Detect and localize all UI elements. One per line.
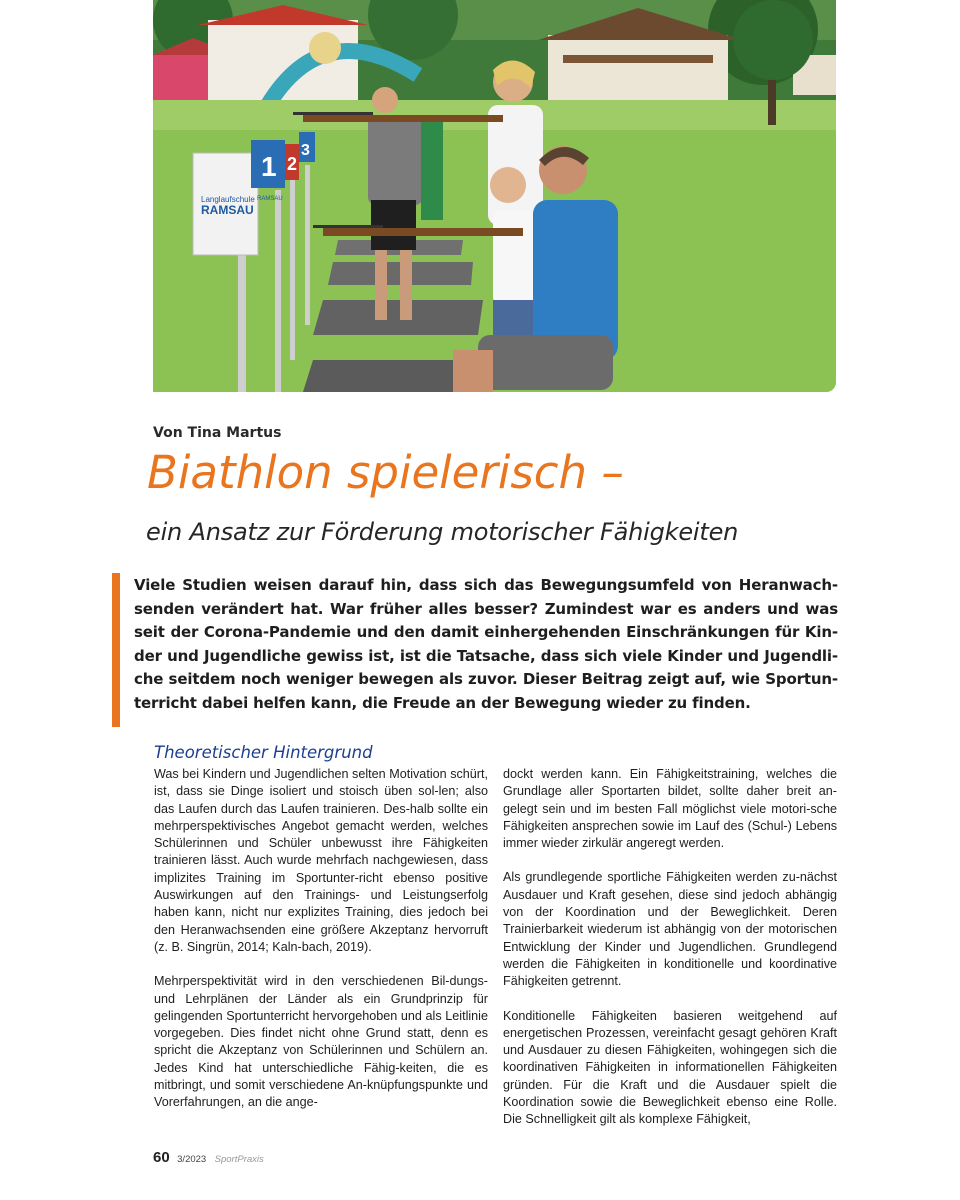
article-subtitle: ein Ansatz zur Förderung motorischer Fähigkeiten [146,518,739,546]
body-paragraph: dockt werden kann. Ein Fähigkeitstraining, welches die Grundlage aller Sportarten bildet, sollte daher breit an-gelegt sein und im besten Fall möglichst viele motori-sche Fähigkeiten ansprechen sowie im Lauf des (Schul-) Lebens immer wieder zirkulär angeregt werden. [503,767,837,851]
body-paragraph: Konditionelle Fähigkeiten basieren weitgehend auf energetischen Prozessen, vereinfacht gesagt gehören Kraft und Ausdauer zu diesen Fähigkeiten, wohingegen sich die koordinativen Fähigkeiten in informationellen Fähigkeiten gründen. Für die Kraft und die Ausdauer spielt die Koordination sowie die Beweglichkeit ebenso eine Rolle. Die Schnelligkeit gilt als komplexe Fähigkeit, [503,1008,837,1127]
lead-paragraph: Viele Studien weisen darauf hin, dass sich das Bewegungsumfeld von Heranwach-senden verändert hat. War früher alles besser? Zumindest war es anders und was seit der Corona-Pandemie und den damit einhergehenden Einschränkungen für Kin-der und Jugendliche gewiss ist, ist die Tatsache, dass sich viele Kinder und Jugendli-che seitdem noch weniger bewegen als zuvor. Dieser Beitrag zeigt auf, wie Sportun-terricht dabei helfen kann, die Freude an der Bewegung wieder zu finden. [134,576,838,712]
sign-text-2: RAMSAU [201,203,254,217]
sign-small: RAMSAU [257,196,283,202]
body-paragraph: Was bei Kindern und Jugendlichen selten Motivation schürt, ist, dass sie Dinge isoliert und stoisch üben sol-len; also das Laufen durch das Laufen trainieren. Des-halb sollte ein mehrperspektivisches Angebot gemacht werden, welches Schülerinnen und Schüler unbewusst ihre Fähigkeiten trainieren lässt. Auch wurde mehrfach nachgewiesen, dass implizites Training im Sportunter-richt ebenso positive Auswirkungen auf den Trainings- und Leistungserfolg haben kann, nicht nur explizites Training, dies jedoch bei den Heranwachsenden eine größere Akzeptanz hervorruft (z. B. Singrün, 2014; Kaln-bach, 2019). [154,767,488,954]
issue-number: 3/2023 [177,1154,207,1165]
body-column-right [503,766,837,1146]
article-title: Biathlon spielerisch – [147,446,624,499]
page-number: 60 [153,1149,170,1166]
page-footer [153,1149,264,1167]
article-photo [153,0,836,392]
sign-text-1: Langlaufschule [201,195,255,204]
biathlon-scene-illustration [153,0,836,392]
magazine-name: SportPraxis [214,1154,264,1165]
section-heading: Theoretischer Hintergrund [154,743,373,762]
lane-number-1: 1 [261,151,277,182]
lane-number-3: 3 [301,142,310,159]
author-byline: Von Tina Martus [153,425,282,441]
body-paragraph: Als grundlegende sportliche Fähigkeiten werden zu-nächst Ausdauer und Kraft gesehen, diese sind jedoch abhängig von der Koordination und der Beweglichkeit. Deren Trainierbarkeit wiederum ist abhängig von der motorischen Entwicklung der Kinder und Jugendlichen. Grundlegend werden die Fähigkeiten in konditionelle und koordinative Fähigkeiten getrennt. [503,870,837,989]
body-column-left [154,766,488,1129]
lane-number-2: 2 [287,154,298,174]
body-paragraph: Mehrperspektivität wird in den verschiedenen Bil-dungs- und Lehrplänen der Länder als ein Grundprinzip für gelingenden Sportunterricht hervorgehoben und als Leitlinie vorgegeben. Dies findet nicht ohne Grund statt, denn es spricht die Akzeptanz von Schülerinnen und Schülern an. Jedes Kind hat unterschiedliche Fähig-keiten, die es mitbringt, und somit verschiedene An-knüpfungspunkte und Vorerfahrungen, an die ange- [154,974,488,1110]
lead-accent-bar [112,573,120,727]
